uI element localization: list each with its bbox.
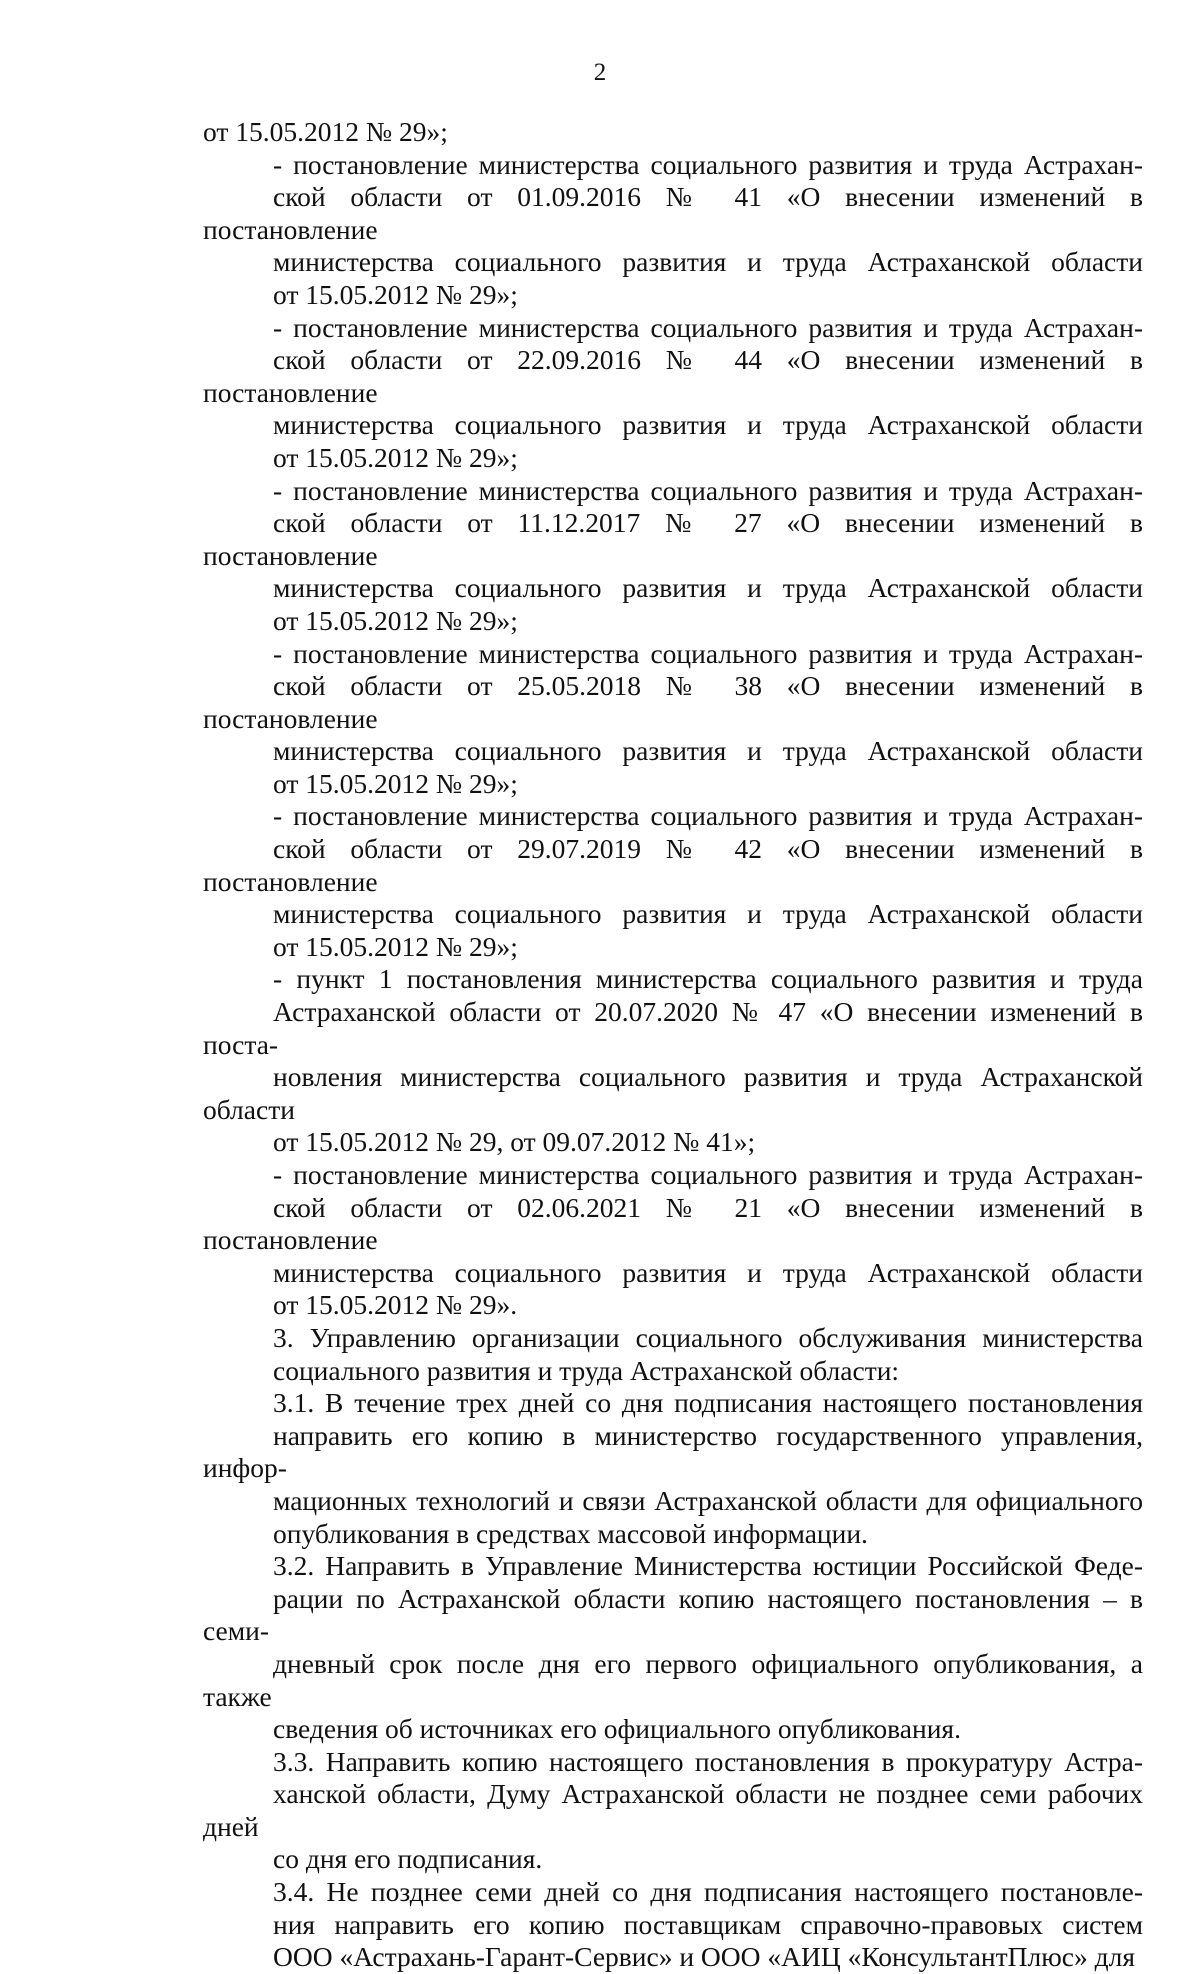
page-number: 2 bbox=[593, 59, 607, 86]
text-line: ООО «Астрахань-Гарант-Сервис» и ООО «АИЦ «КонсультантПлюс» для bbox=[273, 1941, 1135, 1973]
text-line: - постановление министерства социального развития и труда Астрахан- bbox=[273, 148, 1143, 180]
text-line: 3.2. Направить в Управление Министерства юстиции Российской Феде- bbox=[273, 1550, 1143, 1582]
paragraph bbox=[203, 1550, 1143, 1746]
text-line: социального развития и труда Астраханской области: bbox=[273, 1354, 900, 1386]
text-line: ской области от 29.07.2019 № 42 «О внесении изменений в постановление bbox=[203, 833, 1143, 897]
text-line: сведения об источниках его официального опубликования. bbox=[273, 1713, 961, 1745]
document-body bbox=[203, 116, 1143, 1974]
text-line: со дня его подписания. bbox=[273, 1843, 543, 1875]
text-line: - постановление министерства социального развития и труда Астрахан- bbox=[273, 474, 1143, 506]
text-line: опубликования в средствах массовой информации. bbox=[273, 1517, 868, 1549]
text-line: от 15.05.2012 № 29». bbox=[273, 1289, 518, 1321]
paragraph bbox=[203, 475, 1143, 638]
paragraph bbox=[203, 638, 1143, 801]
text-line: новления министерства социального развития и труда Астраханской области bbox=[203, 1061, 1143, 1125]
text-line: - постановление министерства социального развития и труда Астрахан- bbox=[273, 311, 1143, 343]
text-line: 3.3. Направить копию настоящего постановления в прокуратуру Астра- bbox=[273, 1745, 1143, 1777]
text-line: - пункт 1 постановления министерства социального развития и труда bbox=[273, 963, 1143, 995]
text-line: направить его копию в министерство государственного управления, инфор- bbox=[203, 1419, 1143, 1484]
text-line: дневный срок после дня его первого официального опубликования, а также bbox=[203, 1647, 1143, 1712]
text-line: от 15.05.2012 № 29»; bbox=[273, 767, 518, 799]
text-line: 3.4. Не позднее семи дней со дня подписания настоящего постановле- bbox=[273, 1876, 1143, 1908]
text-line: министерства социального развития и труда Астраханской области bbox=[273, 246, 1143, 278]
text-line: рации по Астраханской области копию настоящего постановления – в семи- bbox=[203, 1582, 1143, 1647]
text-line: от 15.05.2012 № 29»; bbox=[273, 278, 518, 310]
text-line: мационных технологий и связи Астраханской области для официального bbox=[273, 1484, 1143, 1516]
text-line: 3.1. В течение трех дней со дня подписания настоящего постановления bbox=[273, 1387, 1143, 1419]
text-line: министерства социального развития и труда Астраханской области bbox=[273, 898, 1143, 930]
paragraph bbox=[203, 149, 1143, 312]
text-line: ской области от 02.06.2021 № 21 «О внесении изменений в постановление bbox=[203, 1191, 1143, 1256]
text-line: от 15.05.2012 № 29»; bbox=[273, 441, 518, 473]
paragraph bbox=[203, 963, 1143, 1159]
text-line: от 15.05.2012 № 29, от 09.07.2012 № 41»; bbox=[273, 1126, 756, 1158]
text-line: ния направить его копию поставщикам справочно-правовых систем bbox=[273, 1908, 1143, 1940]
text-line: от 15.05.2012 № 29»; bbox=[203, 116, 448, 147]
text-line: министерства социального развития и труда Астраханской области bbox=[273, 572, 1143, 604]
text-line: ской области от 25.05.2018 № 38 «О внесении изменений в постановление bbox=[203, 670, 1143, 734]
text-line: ской области от 11.12.2017 № 27 «О внесении изменений в постановление bbox=[203, 507, 1143, 571]
text-line: ской области от 01.09.2016 № 41 «О внесении изменений в постановление bbox=[203, 181, 1143, 245]
text-line: от 15.05.2012 № 29»; bbox=[273, 604, 518, 636]
paragraph bbox=[203, 800, 1143, 963]
paragraph bbox=[203, 116, 1143, 149]
text-line: ской области от 22.09.2016 № 44 «О внесении изменений в постановление bbox=[203, 344, 1143, 408]
text-line: министерства социального развития и труда Астраханской области bbox=[273, 735, 1143, 767]
paragraph bbox=[203, 1876, 1143, 1974]
text-line: министерства социального развития и труда Астраханской области bbox=[273, 409, 1143, 441]
text-line: ханской области, Думу Астраханской области не позднее семи рабочих дней bbox=[203, 1778, 1143, 1842]
paragraph bbox=[203, 1159, 1143, 1322]
paragraph bbox=[203, 312, 1143, 475]
paragraph bbox=[203, 1746, 1143, 1876]
text-line: - постановление министерства социального развития и труда Астрахан- bbox=[273, 800, 1143, 832]
paragraph bbox=[203, 1322, 1143, 1387]
text-line: 3. Управлению организации социального обслуживания министерства bbox=[273, 1321, 1143, 1353]
text-line: Астраханской области от 20.07.2020 № 47 «О внесении изменений в поста- bbox=[203, 996, 1143, 1060]
text-line: - постановление министерства социального развития и труда Астрахан- bbox=[273, 1159, 1143, 1190]
paragraph bbox=[203, 1387, 1143, 1550]
text-line: министерства социального развития и труда Астраханской области bbox=[273, 1256, 1143, 1288]
text-line: от 15.05.2012 № 29»; bbox=[273, 930, 518, 962]
text-line: - постановление министерства социального развития и труда Астрахан- bbox=[273, 637, 1143, 669]
